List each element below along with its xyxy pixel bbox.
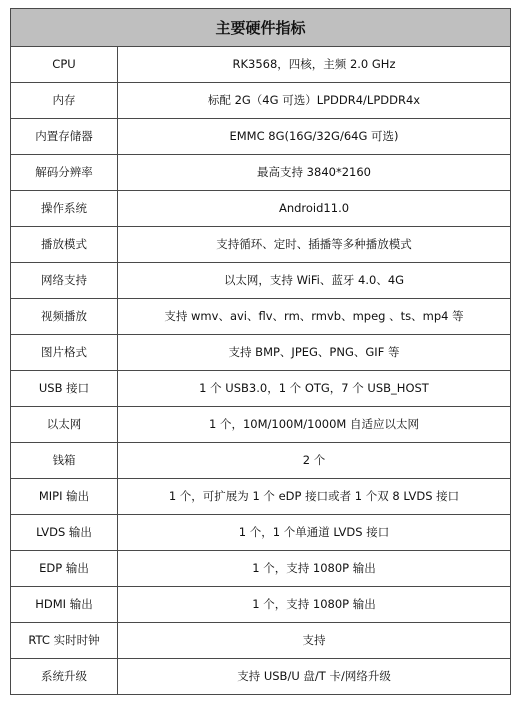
table-row (11, 47, 511, 83)
spec-value: 支持 (118, 623, 511, 659)
spec-value: 1 个 USB3.0，1 个 OTG，7 个 USB_HOST (118, 371, 511, 407)
spec-name: 视频播放 (11, 299, 118, 335)
spec-name: CPU (11, 47, 118, 83)
table-row (11, 227, 511, 263)
table-row (11, 515, 511, 551)
spec-name: USB 接口 (11, 371, 118, 407)
spec-value: 支持 wmv、avi、flv、rm、rmvb、mpeg 、ts、mp4 等 (118, 299, 511, 335)
spec-value: 标配 2G（4G 可选）LPDDR4/LPDDR4x (118, 83, 511, 119)
table-header-row (11, 9, 511, 47)
table-row (11, 191, 511, 227)
spec-value: 1 个，10M/100M/1000M 自适应以太网 (118, 407, 511, 443)
table-row (11, 155, 511, 191)
spec-name: 内置存储器 (11, 119, 118, 155)
spec-name: MIPI 输出 (11, 479, 118, 515)
table-row (11, 263, 511, 299)
table-row (11, 659, 511, 695)
spec-value: 以太网，支持 WiFi、蓝牙 4.0、4G (118, 263, 511, 299)
spec-name: 播放模式 (11, 227, 118, 263)
spec-value: 1 个，可扩展为 1 个 eDP 接口或者 1 个双 8 LVDS 接口 (118, 479, 511, 515)
spec-name: 以太网 (11, 407, 118, 443)
spec-value: 最高支持 3840*2160 (118, 155, 511, 191)
spec-name: 解码分辨率 (11, 155, 118, 191)
table-row (11, 83, 511, 119)
table-row (11, 587, 511, 623)
table-row (11, 299, 511, 335)
spec-name: HDMI 输出 (11, 587, 118, 623)
spec-value: 支持循环、定时、插播等多种播放模式 (118, 227, 511, 263)
spec-name: 系统升级 (11, 659, 118, 695)
spec-name: 操作系统 (11, 191, 118, 227)
table-row (11, 335, 511, 371)
spec-name: LVDS 输出 (11, 515, 118, 551)
spec-name: 内存 (11, 83, 118, 119)
spec-name: RTC 实时时钟 (11, 623, 118, 659)
hardware-spec-table (10, 8, 511, 695)
spec-value: 1 个，支持 1080P 输出 (118, 587, 511, 623)
table-row (11, 551, 511, 587)
spec-name: 图片格式 (11, 335, 118, 371)
spec-value: 1 个，支持 1080P 输出 (118, 551, 511, 587)
spec-name: 网络支持 (11, 263, 118, 299)
spec-name: 钱箱 (11, 443, 118, 479)
spec-value: 1 个，1 个单通道 LVDS 接口 (118, 515, 511, 551)
spec-value: Android11.0 (118, 191, 511, 227)
spec-value: 2 个 (118, 443, 511, 479)
table-row (11, 371, 511, 407)
spec-value: RK3568，四核，主频 2.0 GHz (118, 47, 511, 83)
table-row (11, 479, 511, 515)
spec-value: 支持 USB/U 盘/T 卡/网络升级 (118, 659, 511, 695)
table-row (11, 443, 511, 479)
spec-value: 支持 BMP、JPEG、PNG、GIF 等 (118, 335, 511, 371)
table-title: 主要硬件指标 (11, 9, 511, 47)
table-row (11, 119, 511, 155)
spec-name: EDP 输出 (11, 551, 118, 587)
table-row (11, 623, 511, 659)
table-row (11, 407, 511, 443)
spec-value: EMMC 8G(16G/32G/64G 可选) (118, 119, 511, 155)
